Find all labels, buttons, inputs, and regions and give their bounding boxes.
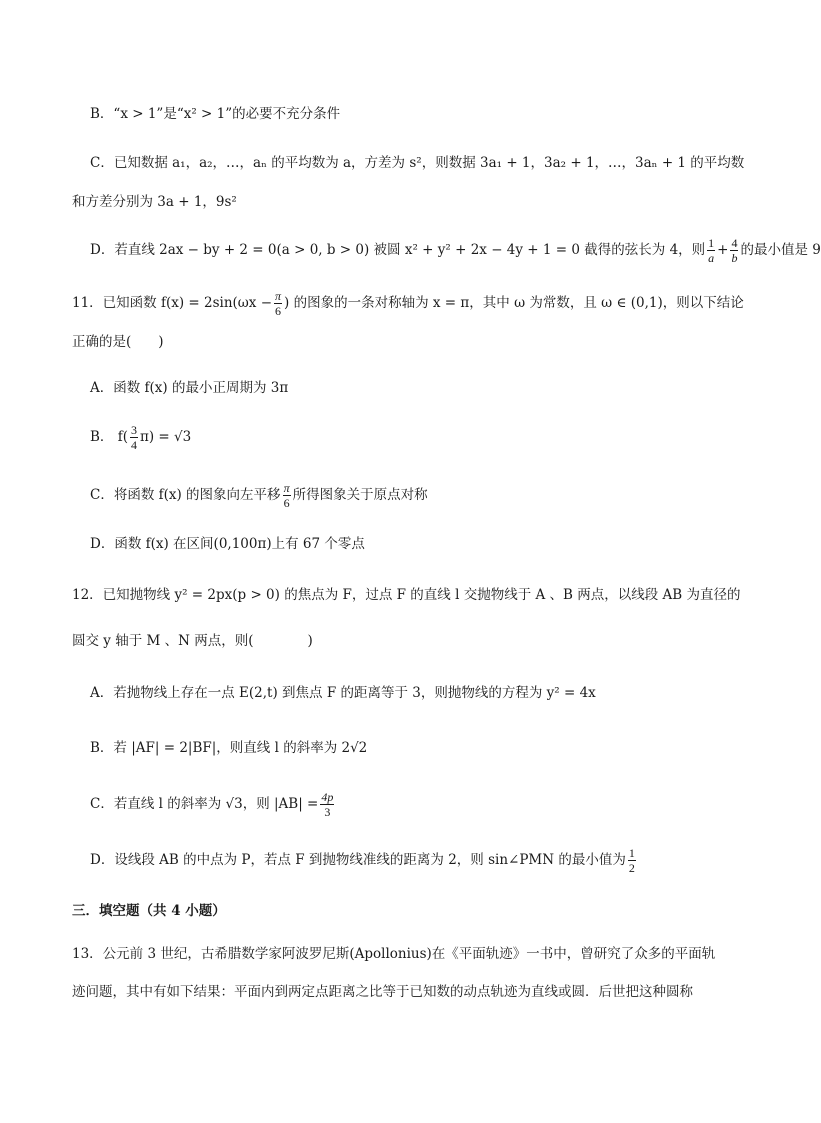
q10-option-d-fraction-1: [707, 237, 715, 264]
plus-sign: +: [717, 242, 729, 258]
fraction-denominator: 3: [324, 805, 331, 819]
q10-option-d: [90, 237, 821, 264]
q11-stem-fraction: [274, 290, 282, 317]
q10-option-d-fraction-2: [730, 237, 738, 264]
q11-stem-line2: 正确的是( ): [72, 334, 164, 350]
q11-option-d: D．函数 f(x) 在区间(0,100π)上有 67 个零点: [90, 536, 365, 552]
q10-option-c-line2: 和方差分别为 3a + 1，9s²: [72, 194, 237, 210]
fraction-numerator: π: [275, 289, 282, 303]
q11-option-c: [90, 482, 428, 509]
q10-option-b: B．“x > 1”是“x² > 1”的必要不充分条件: [90, 106, 341, 122]
fraction-denominator: b: [731, 251, 738, 265]
q11-option-a: A．函数 f(x) 的最小正周期为 3π: [90, 380, 289, 396]
q12-option-a: A．若抛物线上存在一点 E(2,t) 到焦点 F 的距离等于 3，则抛物线的方程为 y² = 4x: [90, 685, 596, 701]
q12-option-d: [90, 847, 638, 874]
q13-line1: 13．公元前 3 世纪，古希腊数学家阿波罗尼斯(Apollonius)在《平面轨迹》一书中，曾研究了众多的平面轨: [72, 946, 716, 962]
q12-option-c-fraction: [320, 791, 334, 818]
q12-option-b: B．若 |AF| = 2|BF|，则直线 l 的斜率为 2√2: [90, 740, 368, 756]
fraction-denominator: a: [708, 251, 715, 265]
fraction-numerator: 4: [731, 236, 738, 250]
q11-option-c-fraction: [283, 482, 291, 509]
section-3-heading: 三．填空题（共 4 小题）: [72, 903, 226, 919]
q11-option-b-tail: π) = √3: [139, 429, 192, 445]
fraction-denominator: 4: [130, 438, 137, 452]
q12-option-c-text: C．若直线 l 的斜率为 √3，则 |AB| =: [90, 796, 319, 812]
q11-option-b: [90, 424, 191, 451]
q11-option-b-text: B． f(: [90, 429, 128, 445]
fraction-numerator: 4p: [321, 790, 334, 804]
q12-option-d-fraction: [628, 847, 636, 874]
q11-stem-line1: [72, 290, 744, 317]
q11-option-c-text: C．将函数 f(x) 的图象向左平移: [90, 487, 281, 503]
fraction-numerator: 1: [708, 236, 715, 250]
fraction-denominator: 2: [628, 861, 635, 875]
q11-option-c-tail: 所得图象关于原点对称: [292, 487, 428, 503]
q10-option-d-tail: 的最小值是 9: [740, 242, 821, 258]
q12-option-d-text: D．设线段 AB 的中点为 P，若点 F 到抛物线准线的距离为 2，则 sin∠PMN 的最小值为: [90, 852, 626, 868]
fraction-numerator: 1: [628, 846, 635, 860]
q10-option-c-line1: C．已知数据 a₁，a₂，…，aₙ 的平均数为 a，方差为 s²，则数据 3a₁ + 1，3a₂ + 1，…，3aₙ + 1 的平均数: [90, 155, 745, 171]
q11-stem-tail: ) 的图象的一条对称轴为 x = π，其中 ω 为常数，且 ω ∈ (0,1)，则以下结论: [284, 295, 744, 311]
fraction-denominator: 6: [283, 496, 290, 510]
fraction-denominator: 6: [275, 304, 282, 318]
q12-stem-line1: 12．已知抛物线 y² = 2px(p > 0) 的焦点为 F，过点 F 的直线 l 交抛物线于 A 、B 两点，以线段 AB 为直径的: [72, 587, 741, 603]
q11-option-b-fraction: [130, 424, 138, 451]
fraction-numerator: π: [283, 481, 290, 495]
q11-stem-text: 11．已知函数 f(x) = 2sin(ωx −: [72, 295, 273, 311]
fraction-numerator: 3: [130, 423, 137, 437]
q12-stem-line2: 圆交 y 轴于 M 、N 两点，则( ): [72, 633, 313, 649]
q13-line2: 迹问题，其中有如下结果：平面内到两定点距离之比等于已知数的动点轨迹为直线或圆．后世把这种圆称: [72, 984, 693, 1000]
q12-option-c: [90, 791, 336, 818]
q10-option-d-text: D．若直线 2ax − by + 2 = 0(a > 0, b > 0) 被圆 x² + y² + 2x − 4y + 1 = 0 截得的弦长为 4，则: [90, 242, 706, 258]
